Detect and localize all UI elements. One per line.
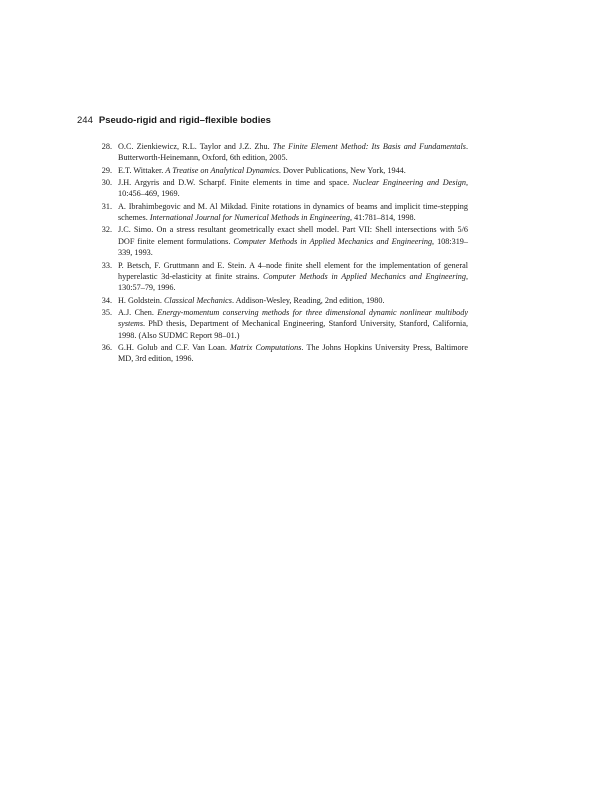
page-number: 244 xyxy=(77,115,93,126)
reference-title-italic: Classical Mechanics xyxy=(163,295,232,305)
reference-number: 28. xyxy=(101,142,112,151)
reference-text xyxy=(118,307,468,341)
reference-entry xyxy=(96,201,468,224)
reference-number: 34. xyxy=(101,295,112,305)
reference-text-segment: E.T. Wittaker. xyxy=(118,165,166,175)
reference-text-segment: J.H. Argyris and D.W. Scharpf. Finite elements in time and space. xyxy=(118,178,353,187)
reference-number: 31. xyxy=(101,201,112,211)
reference-text-segment: , 10:456–469, 1969. xyxy=(118,178,468,199)
reference-text-segment: A. Ibrahimbegovic and M. Al Mikdad. Finite rotations in dynamics of beams and implicit time-stepping schemes. xyxy=(118,201,468,223)
reference-text-segment: P. Betsch, F. Gruttmann and E. Stein. A 4–node finite shell element for the implementation of general hyperelastic 3d-elasticity at finite strains. xyxy=(118,260,468,281)
reference-text xyxy=(118,201,468,224)
reference-title-italic: The Finite Element Method: Its Basis and Fundamentals xyxy=(272,142,466,151)
reference-text-segment: J.C. Simo. On a stress resultant geometrically exact shell model. Part VII: Shell intersections with 5/6 DOF finite element formulations. xyxy=(118,225,468,246)
reference-number: 29. xyxy=(101,165,112,175)
reference-entry xyxy=(96,224,468,258)
reference-title-italic: Computer Methods in Applied Mechanics and Engineering xyxy=(233,236,433,246)
reference-entry xyxy=(96,307,468,341)
reference-text-segment: O.C. Zienkiewicz, R.L. Taylor and J.Z. Zhu. xyxy=(118,142,273,151)
reference-text-segment: . PhD thesis, Department of Mechanical Engineering, Stanford University, Stanford, California, 1998. (Also SUDMC Report 98–01.) xyxy=(118,319,468,340)
reference-text xyxy=(118,224,468,258)
reference-text xyxy=(118,260,468,294)
reference-text-segment: H. Goldstein. xyxy=(118,295,164,305)
reference-text-segment: , 41:781–814, 1998. xyxy=(349,213,416,223)
reference-entry xyxy=(96,342,468,365)
reference-text-segment: . Butterworth-Heinemann, Oxford, 6th edition, 2005. xyxy=(118,142,468,163)
reference-entry xyxy=(96,177,468,200)
reference-entry xyxy=(96,141,468,164)
reference-title-italic: Nuclear Engineering and Design xyxy=(352,178,466,187)
reference-text xyxy=(118,141,468,164)
reference-entry xyxy=(96,165,468,176)
reference-title-italic: A Treatise on Analytical Dynamics xyxy=(165,165,279,175)
reference-title-italic: Computer Methods in Applied Mechanics and Engineering xyxy=(263,271,466,281)
reference-text-segment: . Dover Publications, New York, 1944. xyxy=(278,165,406,175)
reference-text-segment: G.H. Golub and C.F. Van Loan. xyxy=(118,343,231,353)
reference-text xyxy=(118,342,468,365)
reference-entry xyxy=(96,295,468,306)
reference-text xyxy=(118,295,468,306)
reference-title-italic: Energy-momentum conserving methods for three dimensional dynamic nonlinear multibody systems xyxy=(118,307,468,329)
reference-number: 36. xyxy=(101,343,112,353)
reference-number: 32. xyxy=(101,225,112,235)
reference-entry xyxy=(96,260,468,294)
reference-text-segment: , 130:57–79, 1996. xyxy=(118,271,468,293)
reference-title-italic: Matrix Computations xyxy=(230,343,302,353)
reference-list xyxy=(96,141,468,366)
reference-text-segment: A.J. Chen. xyxy=(118,307,158,317)
reference-text xyxy=(118,165,468,176)
reference-number: 30. xyxy=(101,178,112,187)
reference-text-segment: , 108:319–339, 1993. xyxy=(118,236,468,258)
reference-number: 33. xyxy=(101,260,112,270)
running-title: Pseudo-rigid and rigid–flexible bodies xyxy=(98,115,271,126)
running-header xyxy=(77,115,271,127)
reference-title-italic: International Journal for Numerical Methods in Engineering xyxy=(149,213,350,223)
reference-number: 35. xyxy=(101,307,112,317)
reference-text-segment: . Addison-Wesley, Reading, 2nd edition, 1980. xyxy=(231,295,385,305)
reference-text xyxy=(118,177,468,200)
reference-text-segment: . The Johns Hopkins University Press, Baltimore MD, 3rd edition, 1996. xyxy=(118,343,469,364)
